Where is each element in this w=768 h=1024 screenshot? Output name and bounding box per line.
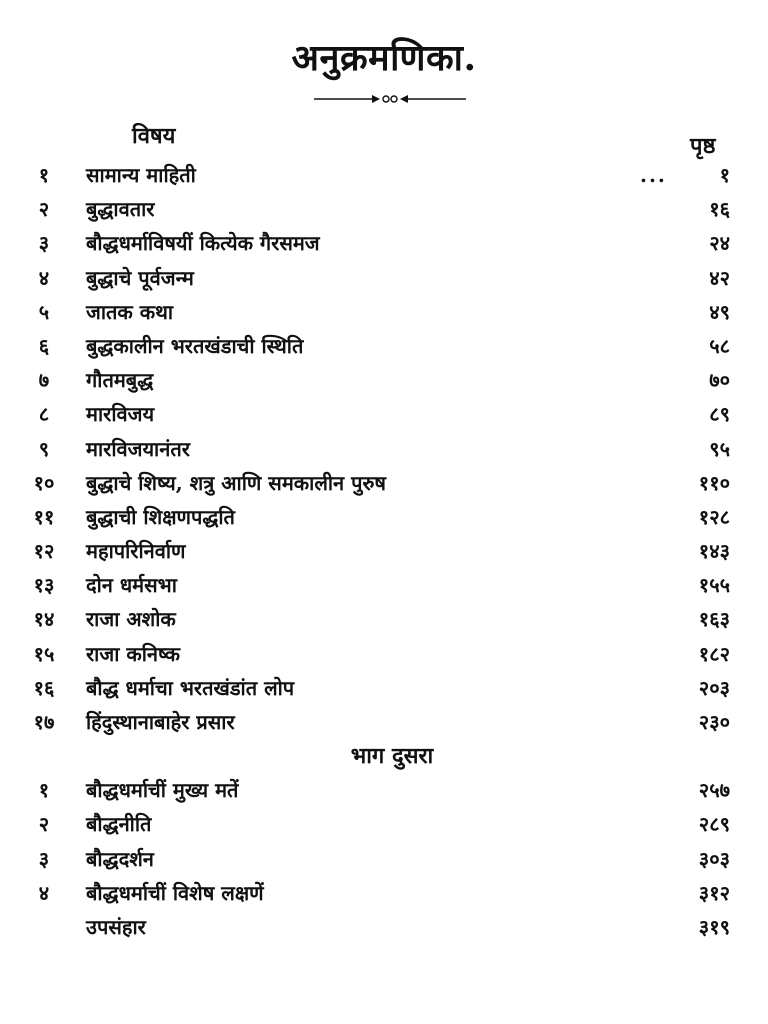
entry-title: बौद्धधर्माचीं मुख्य मतें	[86, 778, 239, 803]
toc-entry	[0, 158, 768, 192]
entry-title: बौद्धदर्शन	[86, 846, 154, 871]
entry-title: दोन धर्मसभा	[86, 573, 177, 598]
entry-number: ४	[38, 880, 50, 905]
entry-number: ३	[38, 846, 50, 871]
toc-entry	[0, 363, 768, 397]
toc-entry	[0, 602, 768, 636]
entry-page-number: १८२	[698, 641, 730, 666]
entry-title: उपसंहार	[86, 914, 146, 939]
entry-number: १६	[33, 675, 55, 700]
entry-page-number: २४	[709, 231, 730, 256]
entry-number: ६	[38, 333, 50, 358]
entry-title: बौद्धधर्माविषयीं कित्येक गैरसमज	[86, 231, 320, 256]
entry-title: राजा कनिष्क	[86, 641, 181, 666]
entry-number: ११	[33, 504, 55, 529]
entry-title: बुद्धाचे पूर्वजन्म	[86, 265, 194, 290]
toc-entry	[0, 329, 768, 363]
toc-entry	[0, 226, 768, 260]
entry-page-number: ३१९	[698, 914, 730, 939]
entry-page-number: १६३	[698, 607, 730, 632]
entry-number: १५	[33, 641, 55, 666]
entry-page-number: ३०३	[698, 846, 730, 871]
entry-title: मारविजय	[86, 402, 155, 427]
entry-title: गौतमबुद्ध	[86, 368, 154, 393]
toc-entry	[0, 397, 768, 431]
entry-number: ४	[38, 265, 50, 290]
part-two-heading: भाग दुसरा	[350, 743, 434, 770]
entry-leader-dots: ...	[640, 163, 667, 187]
toc-entry	[0, 842, 768, 876]
entry-page-number: ८९	[709, 402, 730, 427]
entry-number: १४	[33, 607, 55, 632]
entry-number: १०	[33, 470, 55, 495]
entry-title: मारविजयानंतर	[86, 436, 190, 461]
entry-page-number: ४९	[709, 299, 730, 324]
entry-page-number: ११०	[698, 470, 730, 495]
page-title: अनुक्रमणिका.	[291, 37, 477, 79]
entry-title: बौद्ध धर्माचा भरतखंडांत लोप	[86, 675, 295, 700]
toc-entry	[0, 807, 768, 841]
entry-number: ८	[38, 402, 50, 427]
entry-number: २	[38, 197, 50, 222]
toc-entry	[0, 876, 768, 910]
toc-entry	[0, 671, 768, 705]
entry-title: जातक कथा	[86, 299, 174, 324]
entry-title: सामान्य माहिती	[86, 163, 196, 187]
entry-number: ९	[38, 436, 50, 461]
entry-title: बुद्धकालीन भरतखंडाची स्थिति	[86, 333, 304, 358]
entry-page-number: १२८	[698, 504, 730, 529]
toc-entry	[0, 534, 768, 568]
toc-entry	[0, 910, 768, 944]
entry-title: बौद्धनीति	[86, 812, 152, 837]
entry-title: बौद्धधर्माचीं विशेष लक्षणें	[86, 880, 264, 905]
entry-page-number: २५७	[698, 778, 730, 803]
entry-page-number: २०३	[698, 675, 730, 700]
entry-title: महापरिनिर्वाण	[86, 539, 186, 564]
entry-number: १	[38, 778, 50, 803]
toc-entry	[0, 773, 768, 807]
entry-page-number: १	[719, 163, 730, 187]
page-column-header: पृष्ठ	[690, 133, 716, 159]
entry-number: १२	[33, 539, 55, 564]
toc-entry	[0, 192, 768, 226]
entry-page-number: ९५	[709, 436, 730, 461]
entry-number: २	[38, 812, 50, 837]
part-two-list	[0, 773, 768, 944]
entry-page-number: ७०	[709, 368, 730, 393]
toc-entry	[0, 295, 768, 329]
entry-number: ७	[38, 368, 50, 393]
toc-entry	[0, 261, 768, 295]
entry-title: हिंदुस्थानाबाहेर प्रसार	[86, 710, 235, 734]
entry-page-number: ५८	[709, 333, 730, 358]
toc-entry	[0, 466, 768, 500]
subject-column-header: विषय	[132, 123, 176, 149]
toc-entry	[0, 432, 768, 466]
entry-title: बुद्धाचे शिष्य, शत्रु आणि समकालीन पुरुष	[86, 470, 386, 495]
toc-entry	[0, 568, 768, 602]
entry-number: ३	[38, 231, 50, 256]
entry-page-number: ४२	[709, 265, 730, 290]
entry-page-number: १४३	[698, 539, 730, 564]
entry-page-number: २३०	[698, 710, 730, 734]
entry-number: १	[38, 163, 50, 187]
entry-page-number: १६	[709, 197, 730, 222]
toc-entry	[0, 500, 768, 534]
table-of-contents	[0, 158, 768, 944]
entry-number: ५	[38, 299, 50, 324]
toc-entry	[0, 705, 768, 739]
entry-page-number: २८९	[698, 812, 730, 837]
entry-page-number: ३१२	[698, 880, 730, 905]
entry-title: राजा अशोक	[86, 607, 176, 632]
entry-number: १३	[33, 573, 55, 598]
entry-title: बुद्धावतार	[86, 197, 155, 222]
part-one-list	[0, 158, 768, 739]
ornament-divider-icon	[310, 92, 470, 106]
entry-number: १७	[33, 710, 55, 734]
entry-title: बुद्धाची शिक्षणपद्धति	[86, 504, 235, 529]
entry-page-number: १५५	[698, 573, 730, 598]
toc-entry	[0, 637, 768, 671]
